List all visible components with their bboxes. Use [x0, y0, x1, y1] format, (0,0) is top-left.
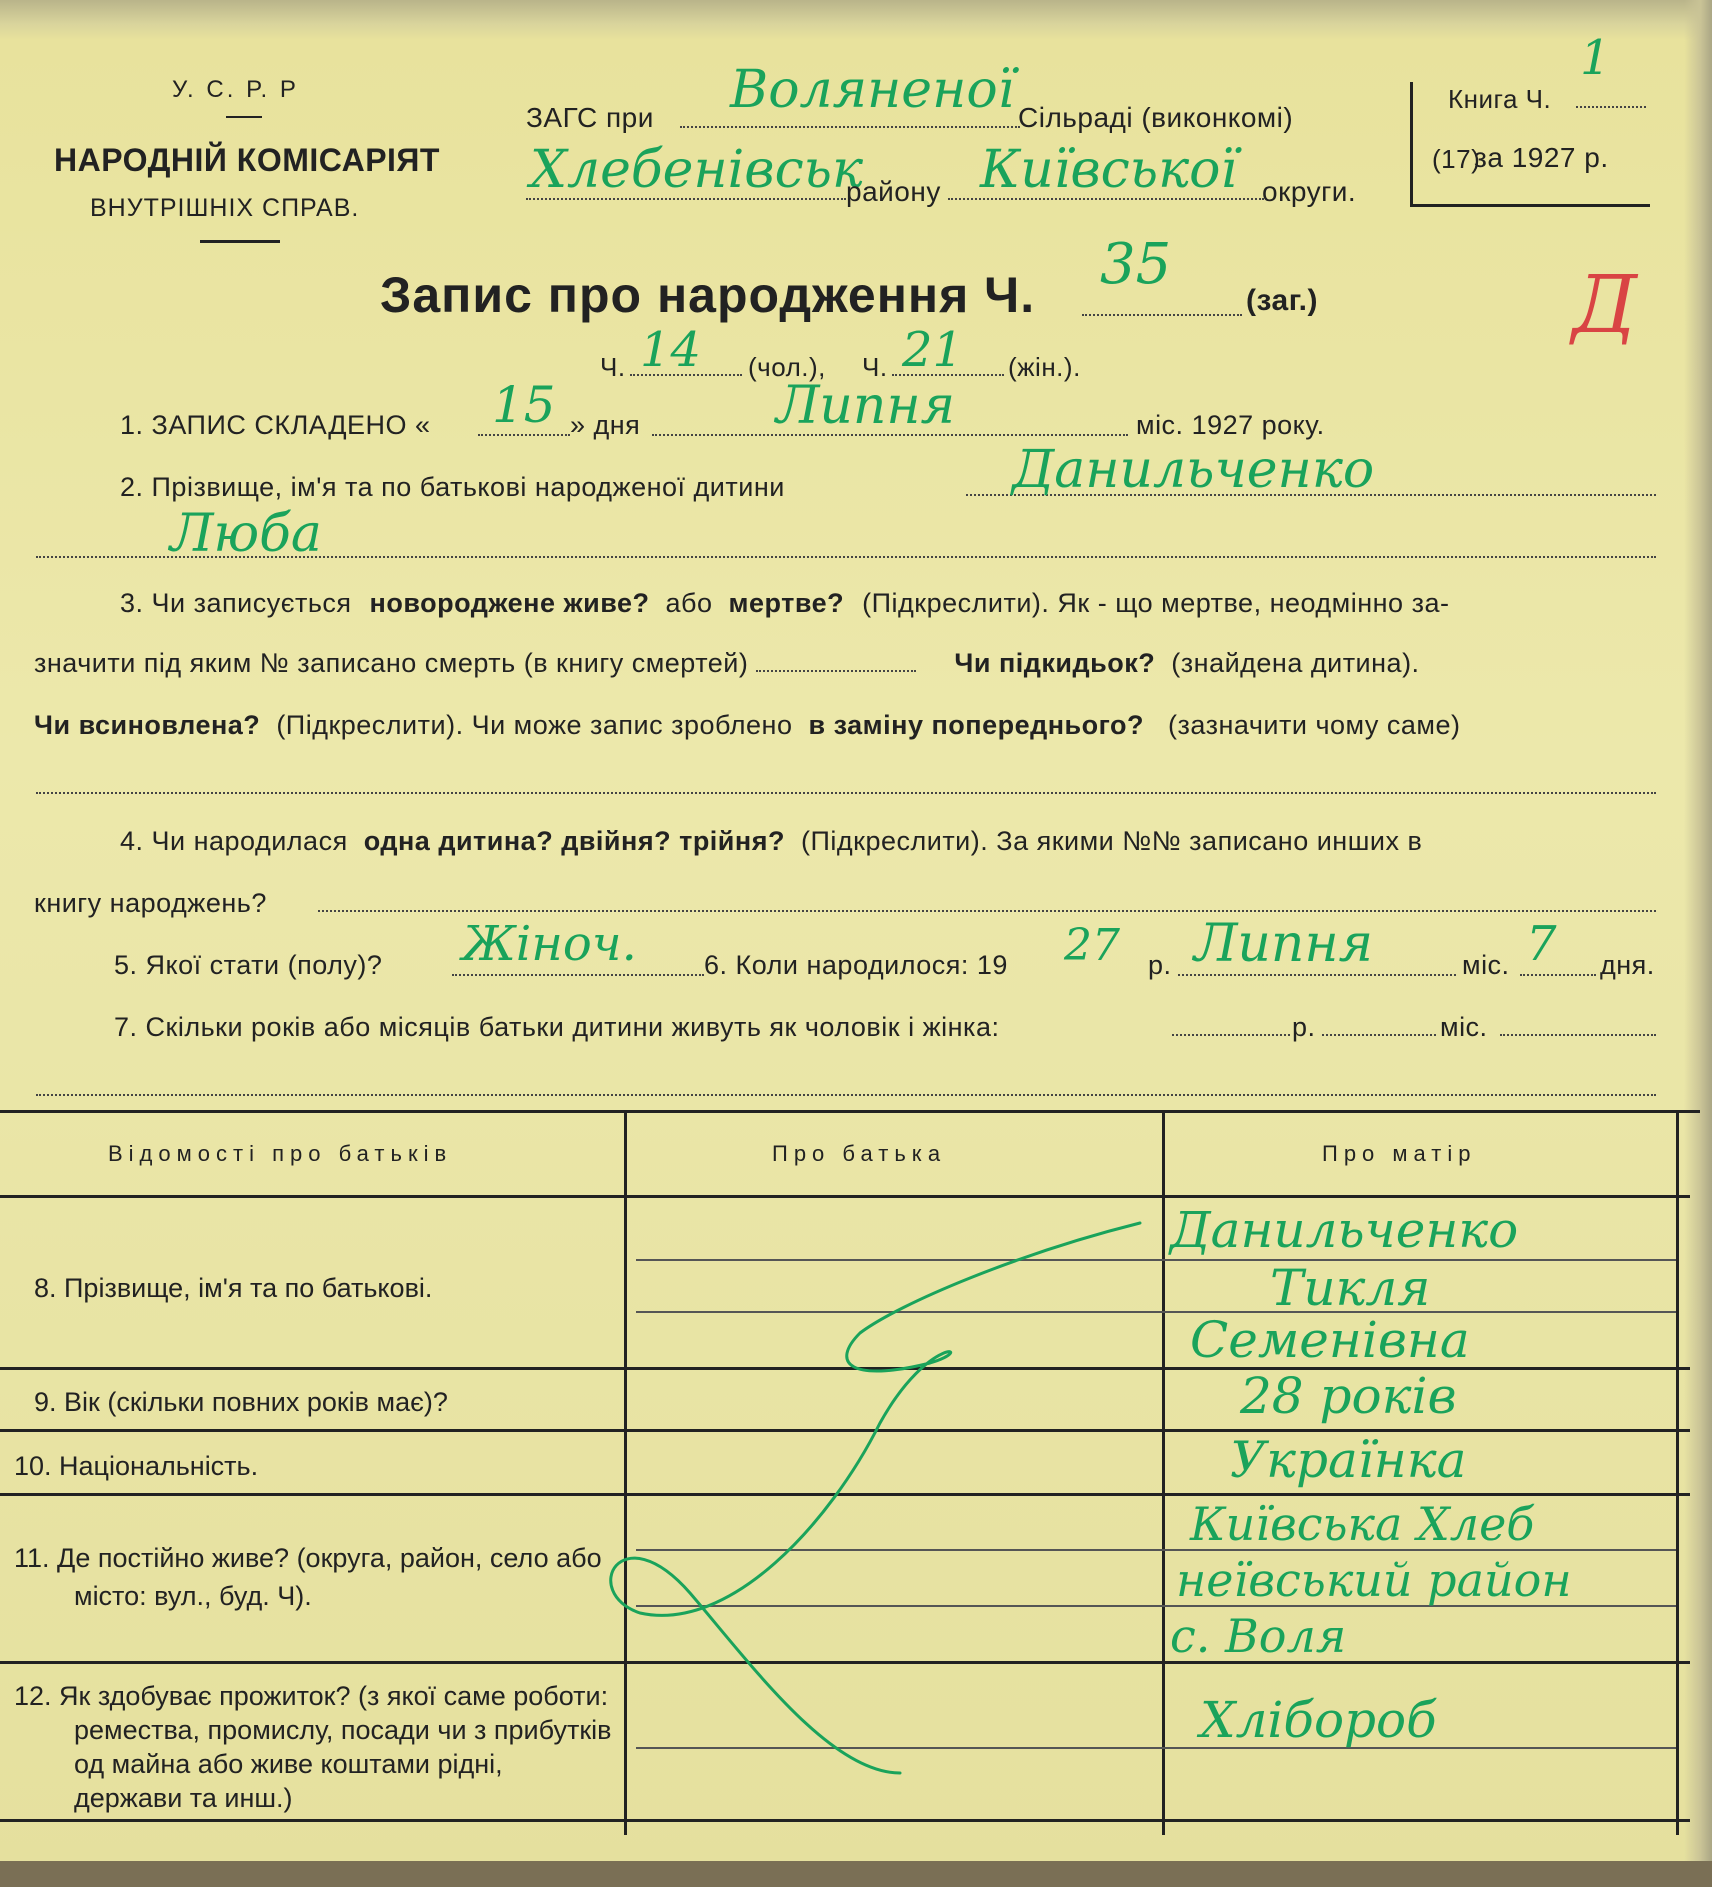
q6-month-line: [1178, 974, 1456, 976]
q3-line1-c: або: [665, 588, 713, 618]
q1-end: міс. 1927 року.: [1136, 410, 1325, 440]
header-left-dash-1: [226, 116, 262, 118]
q3-line3-d: (зазначити чому саме): [1168, 710, 1461, 740]
q2-name-handwriting: Люба: [170, 504, 322, 564]
header-row-bottom: [0, 1195, 1690, 1198]
mother-address-line3-handwriting: с. Воля: [1170, 1609, 1347, 1663]
book-handwriting: 1: [1580, 30, 1611, 86]
q6-label: 6. Коли народилося: 19: [704, 950, 1008, 980]
book-box-bottom: [1410, 204, 1650, 207]
q2-label: 2. Прізвище, ім'я та по батькові народженої дитини: [120, 472, 785, 502]
internal-affairs-label: ВНУТРІШНІХ СПРАВ.: [90, 194, 360, 222]
male-count-handwriting: 14: [640, 322, 702, 378]
q3-foundling-option: Чи підкидьок?: [954, 648, 1156, 678]
okrug-label: округи.: [1262, 176, 1357, 207]
book-number-line: [1576, 106, 1646, 108]
female-label: (жін.).: [1008, 352, 1081, 382]
q7-months-line-2: [1500, 1034, 1656, 1036]
q3-line2: [34, 648, 1420, 679]
book-number: (17): [1432, 144, 1481, 174]
row11-label: 11. Де постійно живе? (округа, район, село або місто: вул., буд. Ч).: [14, 1543, 602, 1611]
q6-day-line: [1520, 974, 1596, 976]
parents-table: [0, 1110, 1700, 1835]
mother-surname-handwriting: Данильченко: [1170, 1201, 1519, 1259]
q7-years-suffix: р.: [1292, 1012, 1316, 1042]
paper-top-edge: [0, 0, 1712, 40]
row8-label: 8. Прізвище, ім'я та по батькові.: [34, 1273, 433, 1303]
q3-reason-line: [36, 792, 1656, 794]
q1-month-handwriting: Липня: [776, 376, 956, 436]
q3-line2-c: (знайдена дитина).: [1171, 648, 1420, 678]
okrug-handwriting: Київської: [980, 140, 1238, 200]
record-number-line: [1082, 314, 1242, 316]
q7-years-line: [1172, 1034, 1290, 1036]
q7-months-line: [1322, 1034, 1436, 1036]
paper-bottom-edge: [0, 1861, 1712, 1887]
mother-address-line1-handwriting: Київська Хлеб: [1190, 1497, 1535, 1551]
q1-day-line: [478, 434, 570, 436]
q1-day-handwriting: 15: [492, 376, 556, 434]
q5-sex-line: [452, 974, 704, 976]
q5-label: 5. Якої стати (полу)?: [114, 950, 383, 980]
mother-address-line2-handwriting: неївський район: [1176, 1553, 1572, 1607]
book-year-label: за 1927 р.: [1474, 142, 1609, 173]
mother-occupation-handwriting: Хлібороб: [1200, 1691, 1437, 1749]
q4-line2: книгу народжень?: [34, 888, 267, 918]
mother-patronymic-handwriting: Семенівна: [1190, 1311, 1470, 1369]
male-label: (чол.),: [748, 352, 826, 382]
commissariat-label: НАРОДНІЙ КОМІСАРІЯТ: [54, 142, 440, 178]
q1-label: 1. ЗАПИС СКЛАДЕНО «: [120, 410, 431, 440]
q6-month-handwriting: Липня: [1194, 914, 1374, 974]
q4-line1-c: (Підкреслити). За якими №№ записано инших в: [800, 826, 1423, 856]
q6-month-suffix: міс.: [1462, 950, 1510, 980]
village-handwriting: Воляненої: [730, 60, 1015, 120]
row10-label: 10. Національність.: [14, 1451, 259, 1481]
book-label: Книга Ч.: [1448, 84, 1552, 114]
council-label: Сільраді (виконкомі): [1018, 102, 1294, 133]
q3-line3: [34, 710, 1460, 741]
q3-line1: [120, 588, 1449, 619]
q3-line1-a: 3. Чи записується: [120, 588, 352, 618]
record-total-suffix: (заг.): [1246, 284, 1319, 317]
q3-line1-e: (Підкреслити). Як - що мертве, неодмінно за-: [862, 588, 1450, 618]
q6-day-handwriting: 7: [1526, 916, 1557, 972]
col-header-mother: Про матір: [1322, 1141, 1477, 1166]
q6-year-suffix: р.: [1148, 950, 1172, 980]
district-label: району: [846, 176, 941, 207]
q3-line3-b: (Підкреслити). Чи може запис зроблено: [276, 710, 793, 740]
q5-sex-handwriting: Жіноч.: [462, 916, 637, 972]
q3-line2-a: значити під яким № записано смерть (в книгу смертей): [34, 648, 749, 678]
q3-adopted-option: Чи всиновлена?: [34, 710, 261, 740]
q2-surname-handwriting: Данильченко: [1012, 440, 1375, 500]
row9-label: 9. Вік (скільки повних років має)?: [34, 1387, 448, 1417]
mother-age-handwriting: 28 років: [1240, 1367, 1457, 1425]
table-right-border: [1676, 1113, 1679, 1835]
usrr-label: У. С. Р. Р: [172, 76, 299, 103]
q6-year-handwriting: 27: [1064, 920, 1120, 971]
q3-replacement-option: в заміну попереднього?: [808, 710, 1145, 740]
mother-name-handwriting: Тикля: [1270, 1259, 1431, 1317]
q4-other-numbers-line: [318, 910, 1656, 912]
q6-end: дня.: [1600, 950, 1655, 980]
header-left-dash-2: [200, 240, 280, 243]
book-box-left: [1410, 82, 1413, 206]
red-mark: Д: [1572, 258, 1638, 351]
q4-line1: [120, 826, 1422, 857]
col-header-father: Про батька: [772, 1141, 947, 1166]
q1-mid: » дня: [570, 410, 641, 440]
row12-label: 12. Як здобуває прожиток? (з якої саме роботи: ремества, промислу, посади чи з прибутків од майна або живе коштами рідні, держави та инш.): [14, 1681, 612, 1813]
record-number-handwriting: 35: [1100, 232, 1172, 297]
q3-dead-option: мертве?: [728, 588, 845, 618]
q3-death-number-line: [756, 670, 916, 672]
record-title: Запис про народження Ч.: [380, 267, 1036, 323]
q3-alive-option: новороджене живе?: [369, 588, 650, 618]
q7-months-suffix: міс.: [1440, 1012, 1488, 1042]
village-field-line: [680, 126, 1020, 128]
col-header-info: Відомості про батьків: [108, 1141, 453, 1166]
father-column-crossout: [600, 1213, 1180, 1833]
mother-nationality-handwriting: Українка: [1230, 1431, 1467, 1489]
q7-extra-line: [36, 1094, 1656, 1096]
female-prefix: Ч.: [862, 352, 888, 382]
q4-births-options: одна дитина? двійня? трійня?: [363, 826, 785, 856]
zags-label: ЗАГС при: [526, 102, 654, 133]
q7-label: 7. Скільки років або місяців батьки дитини живуть як чоловік і жінка:: [114, 1012, 1000, 1042]
female-count-handwriting: 21: [902, 322, 964, 378]
q4-line1-a: 4. Чи народилася: [120, 826, 348, 856]
district-handwriting: Хлебенівськ: [530, 140, 864, 200]
male-prefix: Ч.: [600, 352, 626, 382]
